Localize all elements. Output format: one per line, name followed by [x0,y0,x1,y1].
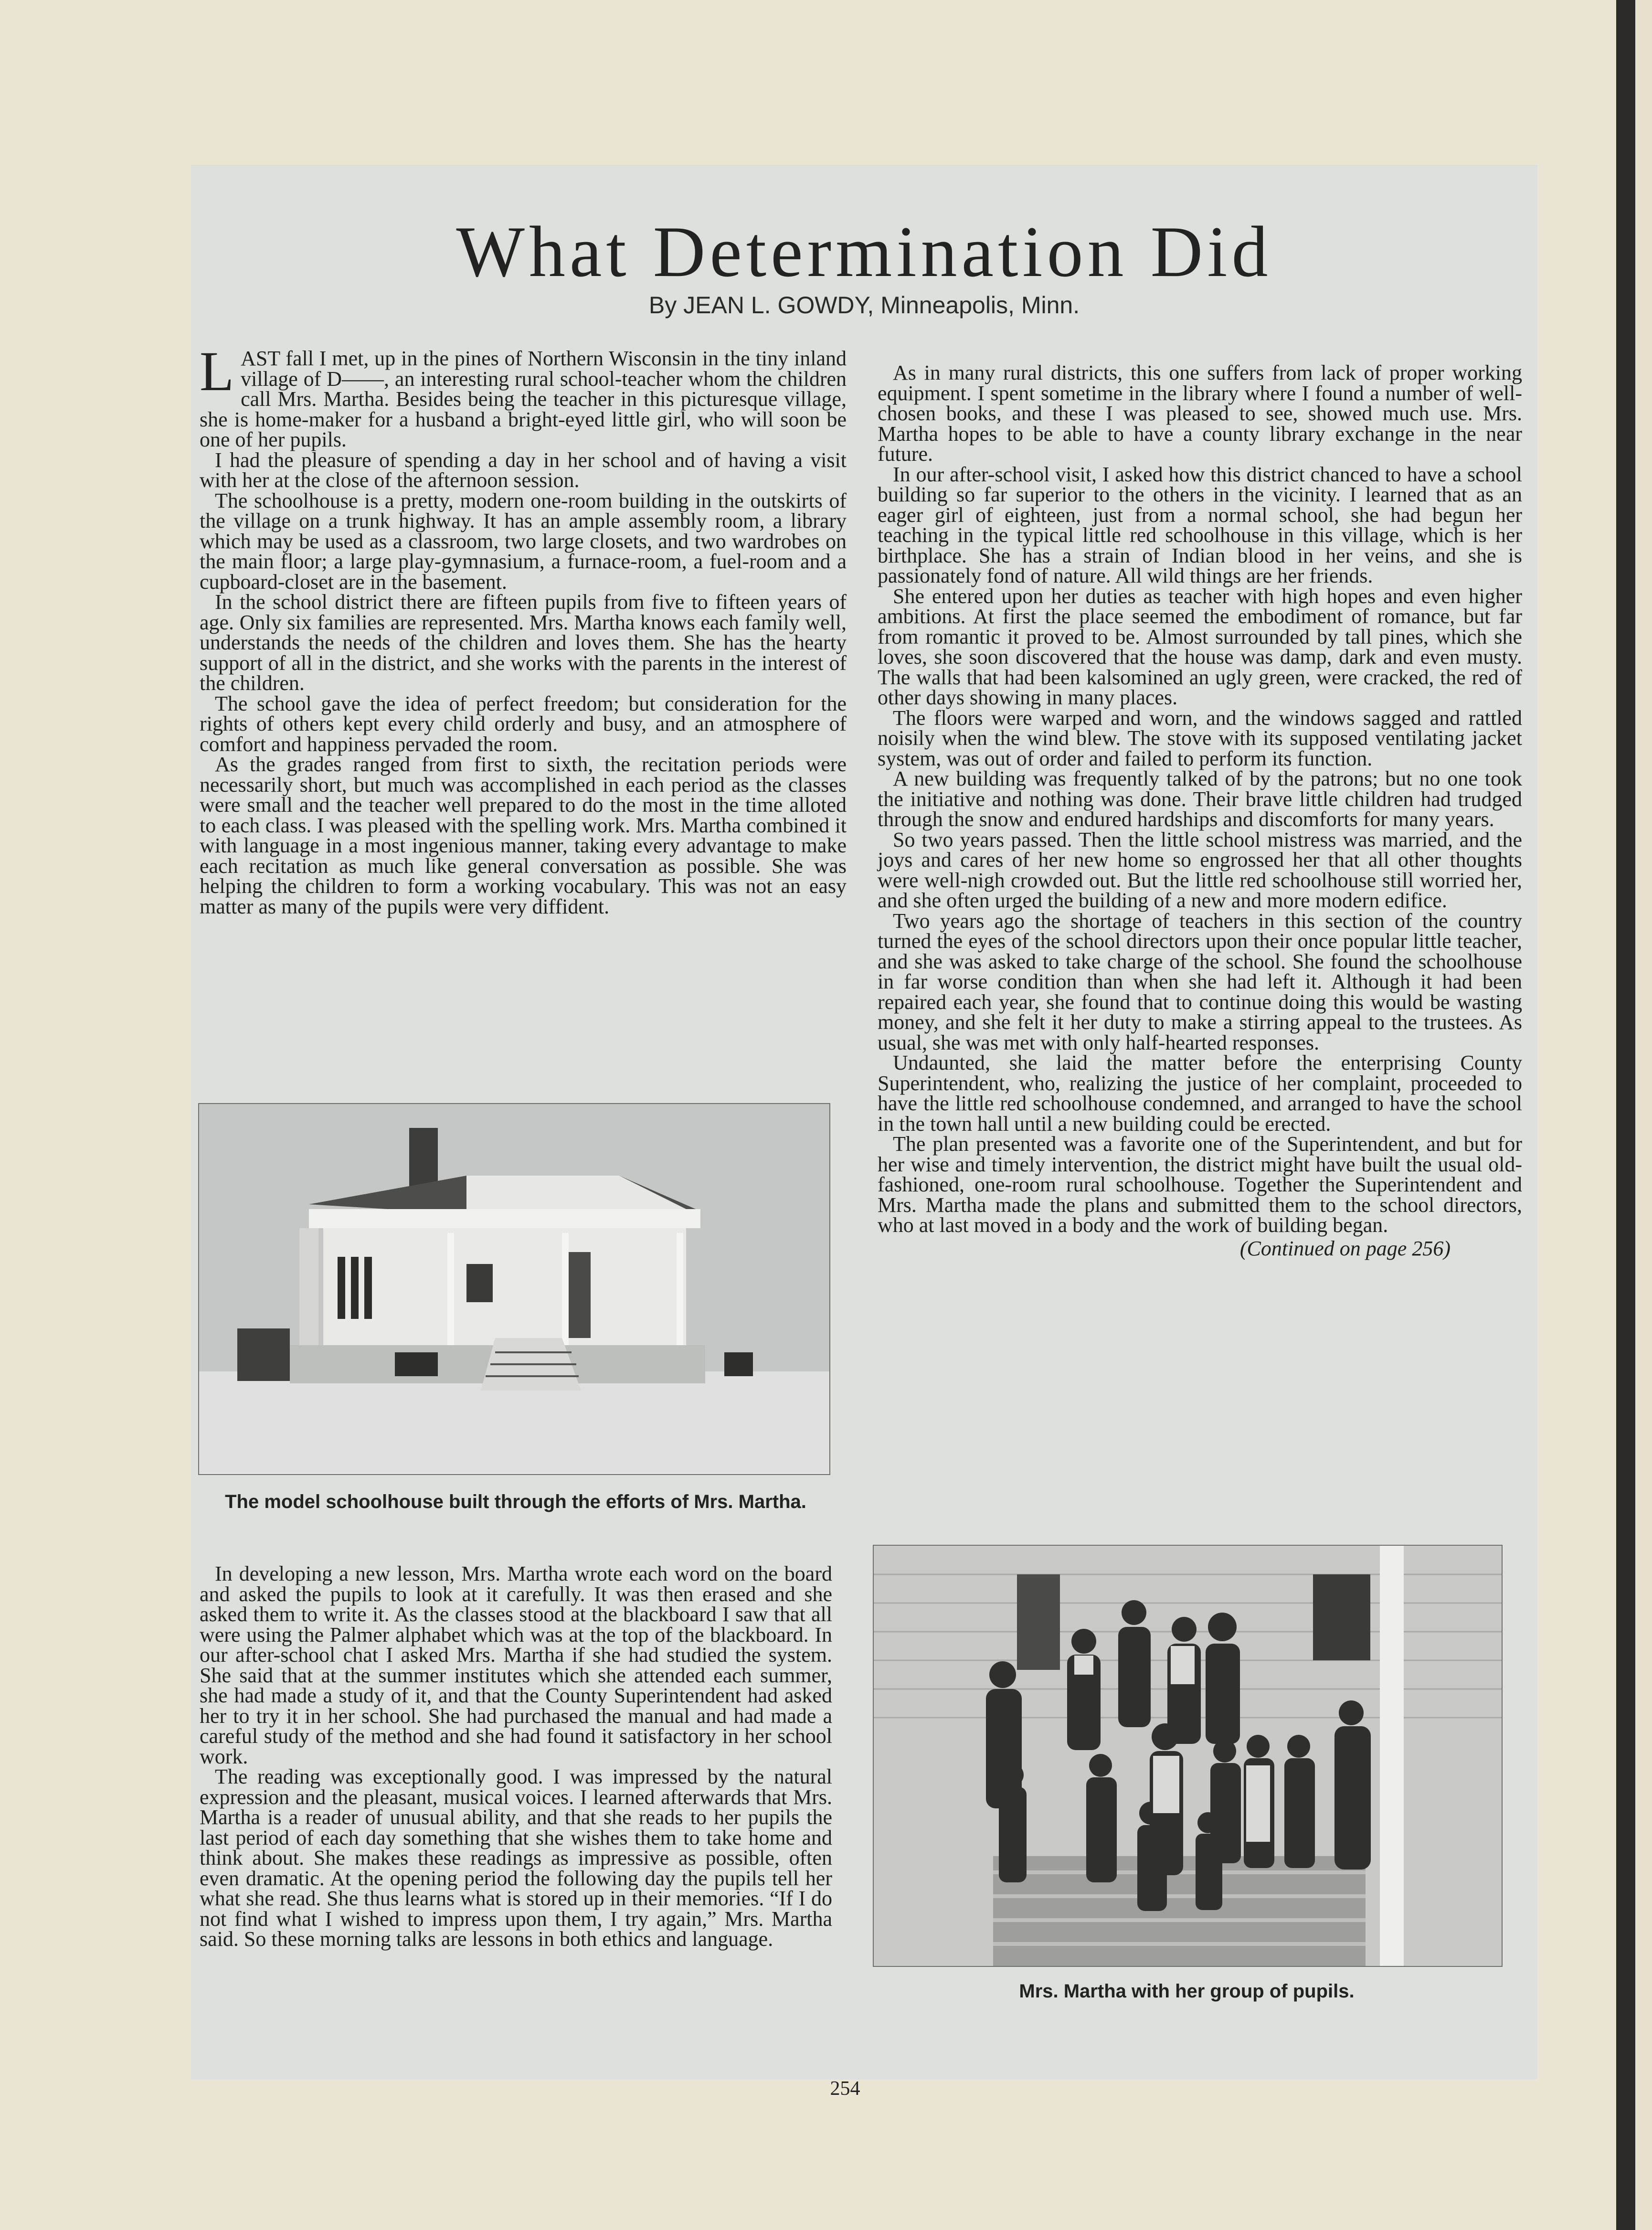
page-number: 254 [830,2078,860,2100]
paragraph: The reading was exceptionally good. I was impressed by the natural expression and the pleasant, musical voices. I learned afterwards that Mrs. Martha is a reader of unusual ability, and that she reads to her pupils the last period of each day something that she wishes them to take home and think about. She makes these readings as impressive as possible, often even dramatic. At the opening period the following day the pupils tell her what she read. She thus learns what is stored up in their memories. “If I do not find what I wished to impress upon them, I try again,” Mrs. Martha said. So these morning talks are lessons in both ethics and language. [200,1765,832,1951]
paragraph: I had the pleasure of spending a day in her school and of having a visit with her at the close of the afternoon session. [200,448,847,492]
paragraph: So two years passed. Then the little school mistress was married, and the joys and cares of her new home so engrossed her that all other thoughts were well-nigh crowded out. But the little red schoolhouse still worried her, and she often urged the building of a new and more modern edifice. [878,828,1522,912]
schoolhouse-caption: The model schoolhouse built through the efforts of Mrs. Martha. [225,1491,806,1512]
article-title: What Determination Did [456,212,1272,292]
paragraph-text: AST fall I met, up in the pines of Northern Wisconsin in the tiny inland village of D——, an interesting rural school-teacher whom the children call Mrs. Martha. Besides being the teacher in this picturesque village, she is home-maker for a husband a bright-eyed little girl, who will soon be one of her pupils. [200,347,847,451]
pupils-illustration [874,1546,1502,1966]
paragraph: She entered upon her duties as teacher with high hopes and even higher ambitions. At first the place seemed the embodiment of romance, but far from romantic it proved to be. Almost surrounded by tall pines, which she loves, she soon discovered that the house was damp, dark and even musty. The walls that had been kalsomined an ugly green, were cracked, the red of other days showing in many places. [878,584,1522,709]
paragraph: A new building was frequently talked of by the patrons; but no one took the initiative and nothing was done. Their brave little children had trudged through the snow and endured hardships and discomforts for many years. [878,767,1522,831]
column-left-top [200,340,847,918]
paragraph: The plan presented was a favorite one of the Superintendent, and but for her wise and timely intervention, the district might have built the usual old-fashioned, one-room rural schoolhouse. Together the Superintendent and Mrs. Martha made the plans and submitted them to the school directors, who at last moved in a body and the work of building began. [878,1132,1522,1237]
paragraph: Two years ago the shortage of teachers in this section of the country turned the eyes of the school directors upon their once popular little teacher, and she was asked to take charge of the school. She found the schoolhouse in far worse condition than when she had left it. Although it had been repaired each year, she found that to continue doing this would be wasting money, and she felt it her duty to make a stirring appeal to the trustees. As usual, she was met with only half-hearted responses. [878,909,1522,1054]
paragraph: As the grades ranged from first to sixth, the recitation periods were necessarily short, but much was accomplished in each period as the classes were small and the teacher well prepared to do the most in the time alloted to each class. I was pleased with the spelling work. Mrs. Martha combined it with language in a most ingenious manner, taking every advantage to make each recitation as much like general conversation as possible. She was helping the children to form a working vocabulary. This was not an easy matter as many of the pupils were very diffident. [200,753,847,918]
paragraph: As in many rural districts, this one suffers from lack of proper working equipment. I spent sometime in the library where I found a number of well-chosen books, and these I was pleased to see, showed much use. Mrs. Martha hopes to be able to have a county library exchange in the near future. [878,361,1522,466]
pupils-caption: Mrs. Martha with her group of pupils. [1019,1981,1355,2002]
schoolhouse-illustration [199,1104,829,1474]
paragraph [200,340,847,451]
continued-note: (Continued on page 256) [1239,1236,1451,1260]
pupils-photo [873,1545,1503,1967]
paragraph: The school gave the idea of perfect freedom; but consideration for the rights of others kept every child orderly and busy, and an atmosphere of comfort and happiness pervaded the room. [200,691,847,756]
paragraph: The schoolhouse is a pretty, modern one-room building in the outskirts of the village on a trunk highway. It has an ample assembly room, a library which may be used as a classroom, two large closets, and two wardrobes on the main floor; a large play-gymnasium, a furnace-room, a fuel-room and a cupboard-closet are in the basement. [200,488,847,594]
paragraph: The floors were warped and worn, and the windows sagged and rattled noisily when the wind blew. The stove with its supposed ventilating jacket system, was out of order and failed to perform its function. [878,706,1522,770]
paragraph: In developing a new lesson, Mrs. Martha wrote each word on the board and asked the pupils to look at it carefully. It was then erased and she asked them to write it. As the classes stood at the blackboard I saw that all were using the Palmer alphabet which was at the top of the blackboard. In our after-school chat I asked Mrs. Martha if she had studied the system. She said that at the summer institutes which she attended each summer, she had made a study of it, and that the County Superintendent had asked her to try it in her school. She had purchased the manual and had made a careful study of the method and she had found it satisfactory in her school work. [200,1562,832,1768]
schoolhouse-photo [198,1103,830,1475]
paragraph: Undaunted, she laid the matter before the enterprising County Superintendent, who, realizing the justice of her complaint, proceeded to have the little red schoolhouse condemned, and arranged to have the school in the town hall until a new building could be erected. [878,1051,1522,1136]
paragraph: In our after-school visit, I asked how this district chanced to have a school building so far superior to the others in the vicinity. I learned that as an eager girl of eighteen, just from a normal school, she had begun her teaching in the typical little red schoolhouse in this village, which is her birthplace. She has a strain of Indian blood in her veins, and she is passionately fond of nature. All wild things are her friends. [878,462,1522,587]
column-right [878,363,1522,1259]
column-left-bottom [200,1564,832,1950]
drop-cap: L [200,340,234,403]
article-byline: By JEAN L. GOWDY, Minneapolis, Minn. [648,292,1080,319]
paragraph: In the school district there are fifteen pupils from five to fifteen years of age. Only six families are represented. Mrs. Martha knows each family well, understands the needs of the children and loves them. She has the hearty support of all in the district, and she works with the parents in the interest of the children. [200,590,847,695]
adjacent-page-edge [1616,0,1652,2230]
